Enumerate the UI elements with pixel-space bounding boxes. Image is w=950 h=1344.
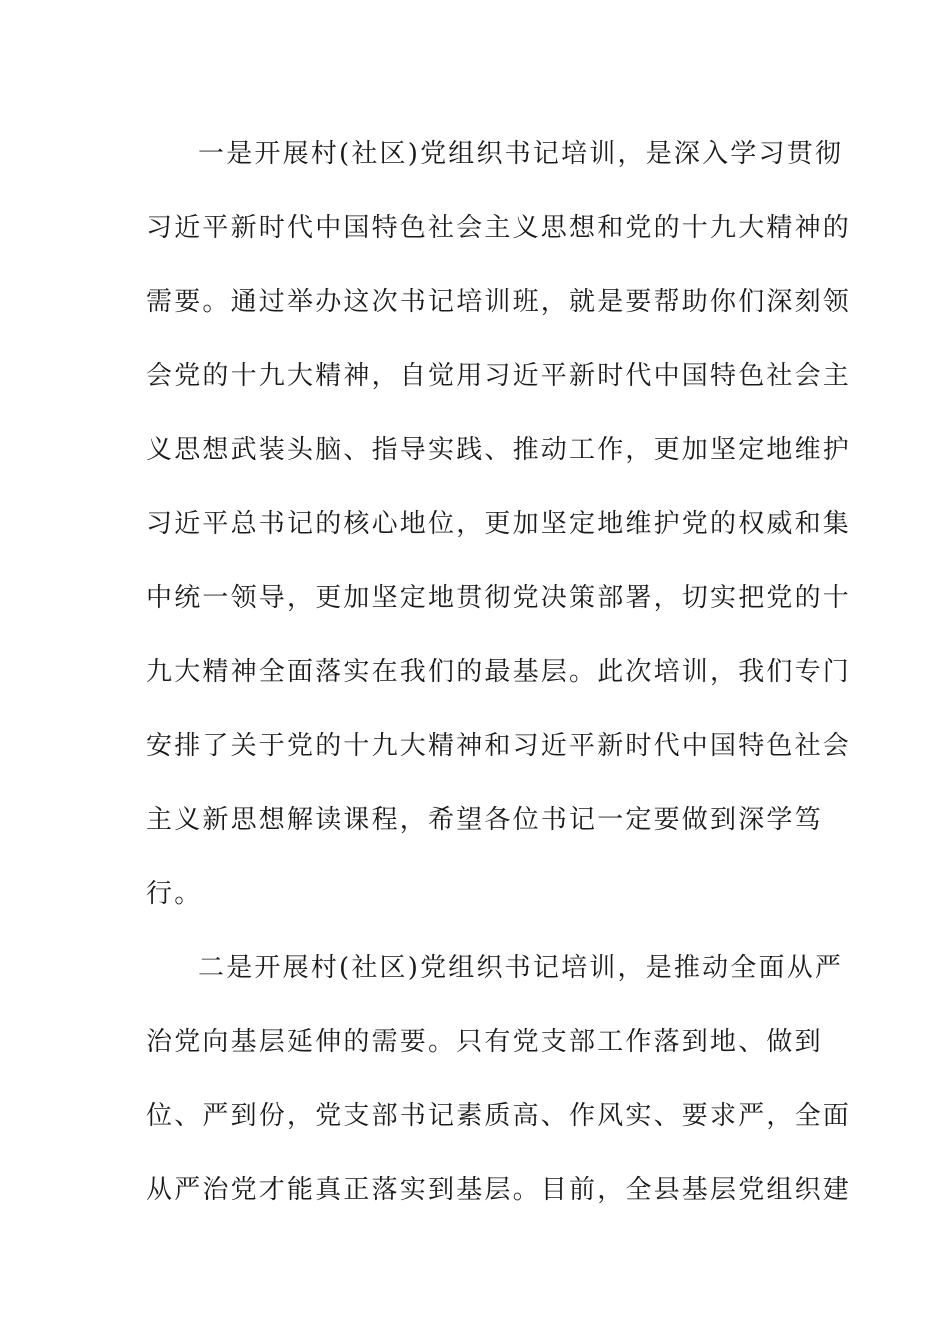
paragraph-2-line-3: 位、严到份，党支部书记素质高、作风实、要求严，全面 xyxy=(146,1101,852,1131)
paragraph-1-line-1: 一是开展村(社区)党组织书记培训，是深入学习贯彻 xyxy=(198,139,844,169)
paragraph-1-line-4: 会党的十九大精神，自觉用习近平新时代中国特色社会主 xyxy=(146,361,852,391)
paragraph-2-line-4: 从严治党才能真正落实到基层。目前，全县基层党组织建 xyxy=(146,1175,852,1205)
paragraph-1-line-7: 中统一领导，更加坚定地贯彻党决策部署，切实把党的十 xyxy=(146,583,852,613)
paragraph-1-line-5: 义思想武装头脑、指导实践、推动工作，更加坚定地维护 xyxy=(146,435,852,465)
paragraph-1-line-6: 习近平总书记的核心地位，更加坚定地维护党的权威和集 xyxy=(146,509,852,539)
paragraph-1-line-9: 安排了关于党的十九大精神和习近平新时代中国特色社会 xyxy=(146,731,852,761)
paragraph-2-line-1: 二是开展村(社区)党组织书记培训，是推动全面从严 xyxy=(198,953,844,983)
paragraph-1-line-11: 行。 xyxy=(146,879,203,909)
paragraph-2-line-2: 治党向基层延伸的需要。只有党支部工作落到地、做到 xyxy=(146,1027,823,1057)
paragraph-1-line-10: 主义新思想解读课程，希望各位书记一定要做到深学笃 xyxy=(146,805,823,835)
paragraph-1-line-8: 九大精神全面落实在我们的最基层。此次培训，我们专门 xyxy=(146,657,852,687)
paragraph-1-line-3: 需要。通过举办这次书记培训班，就是要帮助你们深刻领 xyxy=(146,287,852,317)
paragraph-1-line-2: 习近平新时代中国特色社会主义思想和党的十九大精神的 xyxy=(146,213,852,243)
